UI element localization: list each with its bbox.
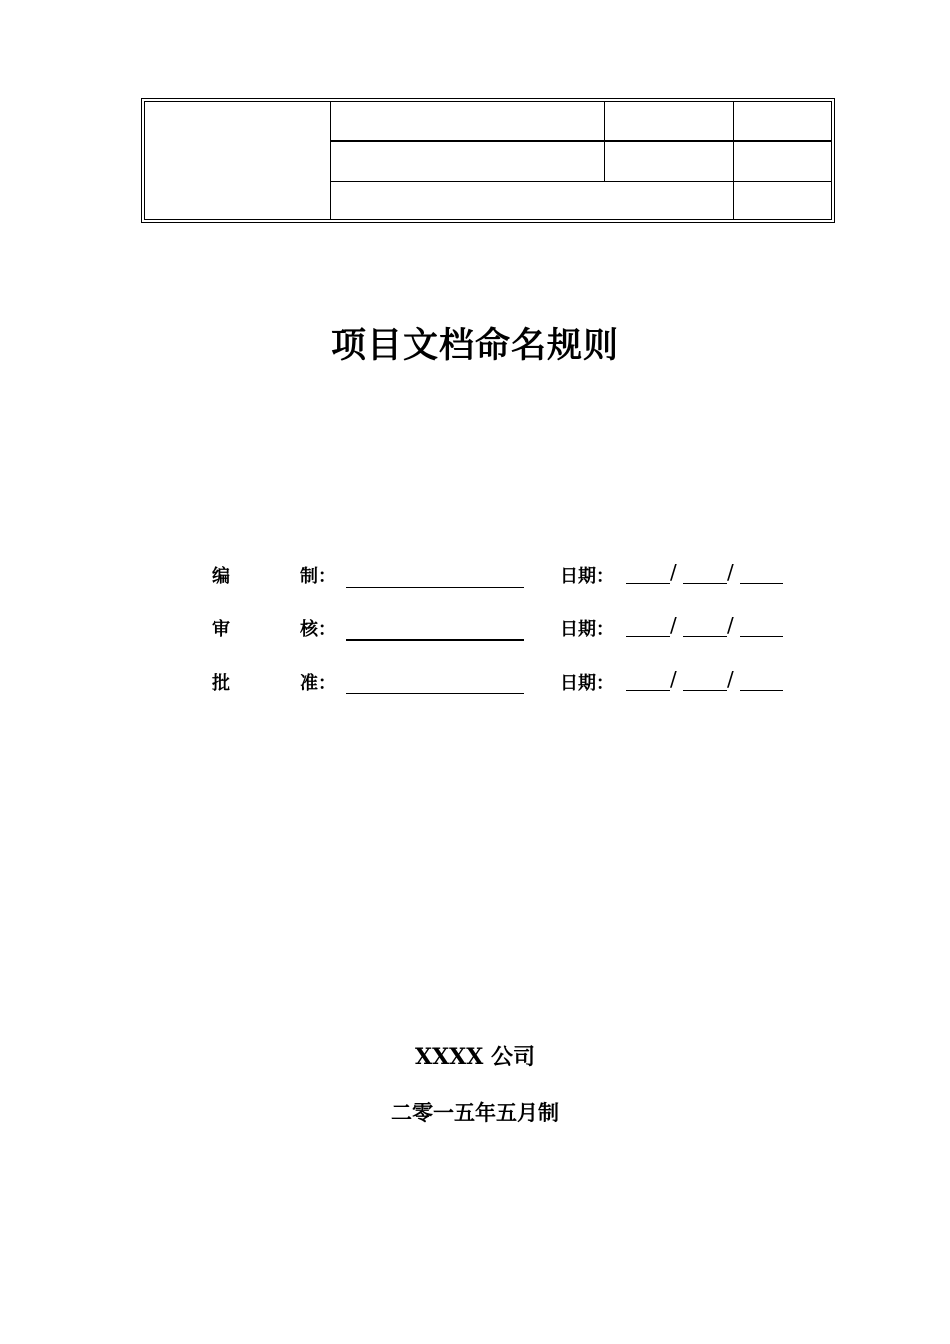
date-label: 日期：	[560, 673, 614, 694]
date-day-blank[interactable]	[740, 583, 783, 584]
issue-date: 二零一五年五月制	[391, 1101, 559, 1125]
date-separator: /	[727, 667, 734, 691]
date-year-blank[interactable]	[626, 690, 670, 691]
date-year-blank[interactable]	[626, 636, 670, 637]
header-table	[144, 101, 832, 220]
signature-line-approve[interactable]	[346, 693, 524, 694]
date-label: 日期：	[560, 619, 614, 640]
signature-label-approve-right: 准：	[300, 673, 336, 694]
header-table-divider	[330, 102, 331, 219]
signature-label-approve-left: 批	[212, 673, 230, 694]
date-year-blank[interactable]	[626, 583, 670, 584]
header-table-divider	[330, 181, 832, 182]
signature-line-review[interactable]	[346, 639, 524, 641]
date-separator: /	[727, 560, 734, 584]
company-name: XXXX 公司	[415, 1044, 535, 1070]
signature-label-compile-left: 编	[212, 566, 230, 587]
date-month-blank[interactable]	[683, 690, 727, 691]
signature-label-review-right: 核：	[300, 619, 336, 640]
date-month-blank[interactable]	[683, 583, 727, 584]
signature-line-compile[interactable]	[346, 587, 524, 588]
date-label: 日期：	[560, 566, 614, 587]
signature-label-compile-right: 制：	[300, 566, 336, 587]
date-separator: /	[670, 613, 677, 637]
date-separator: /	[670, 667, 677, 691]
date-separator: /	[670, 560, 677, 584]
date-separator: /	[727, 613, 734, 637]
signature-label-review-left: 审	[212, 619, 230, 640]
header-table-divider	[330, 140, 832, 142]
header-table-divider	[733, 102, 734, 219]
date-day-blank[interactable]	[740, 636, 783, 637]
document-title: 项目文档命名规则	[330, 326, 619, 366]
date-day-blank[interactable]	[740, 690, 783, 691]
date-month-blank[interactable]	[683, 636, 727, 637]
